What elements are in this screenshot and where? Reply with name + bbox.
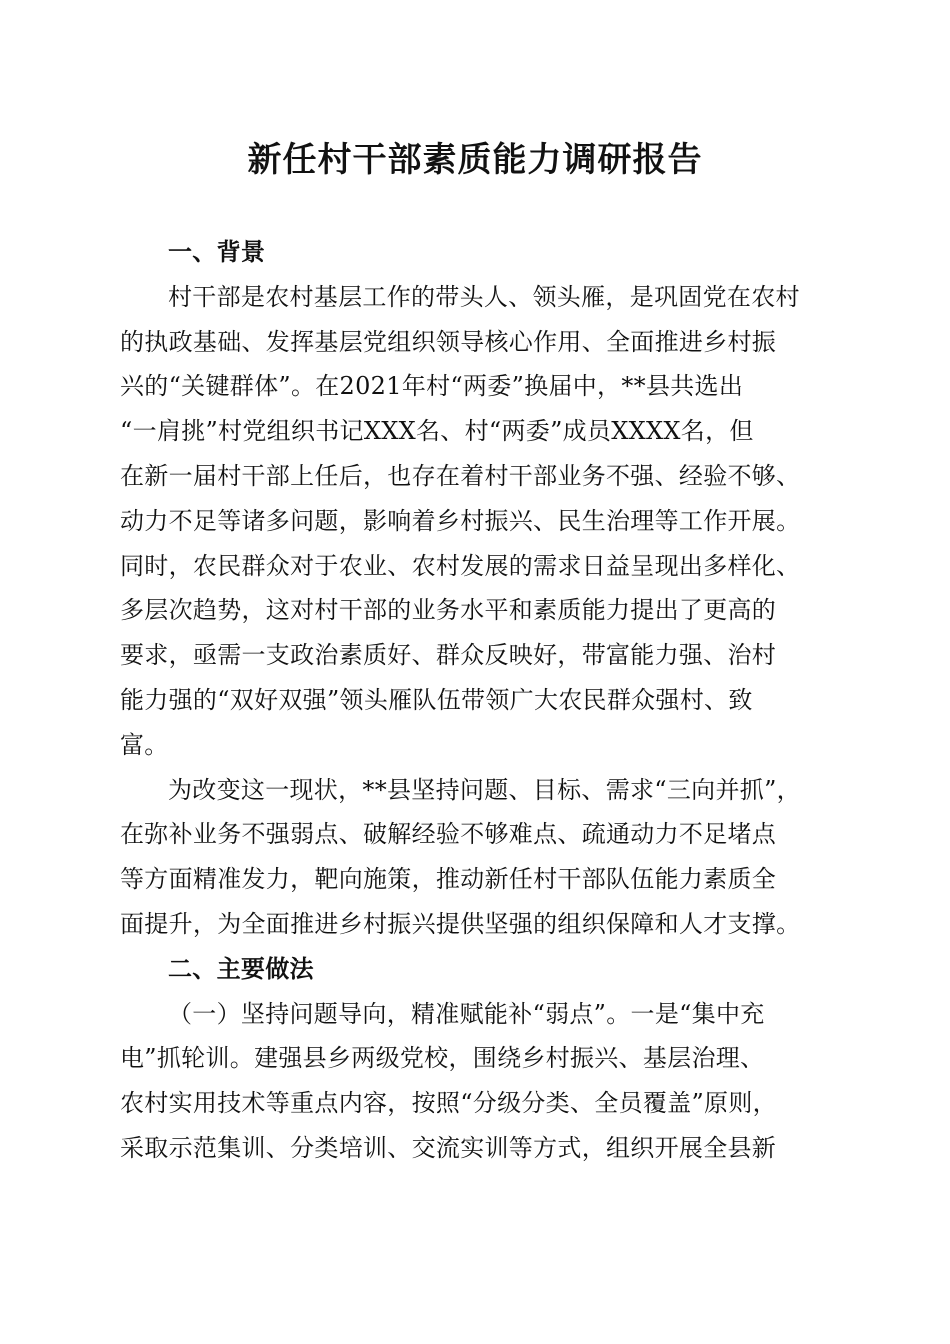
text-line: 等方面精准发力，靶向施策，推动新任村干部队伍能力素质全 [120,865,777,894]
text-line: 同时，农民群众对于农业、农村发展的需求日益呈现出多样化、 [120,551,801,580]
section-heading-main-practices: 二、主要做法 [168,954,314,983]
text-line: 在新一届村干部上任后，也存在着村干部业务不强、经验不够、 [120,461,801,490]
document-title: 新任村干部素质能力调研报告 [247,140,703,180]
text-line: 面提升，为全面推进乡村振兴提供坚强的组织保障和人才支撑。 [120,909,801,938]
text-line: 兴的“关键群体”。在2021年村“两委”换届中，**县共选出 [120,372,744,401]
text-line: 动力不足等诸多问题，影响着乡村振兴、民生治理等工作开展。 [120,506,801,535]
text-line: 农村实用技术等重点内容，按照“分级分类、全员覆盖”原则， [120,1089,777,1118]
paragraph-background-1 [120,275,832,768]
paragraph-practices-1 [120,992,832,1171]
text-line: 电”抓轮训。建强县乡两级党校，围绕乡村振兴、基层治理、 [120,1044,765,1073]
text-line: “一肩挑”村党组织书记XXX名、村“两委”成员XXXX名，但 [120,417,754,446]
text-line: （一）坚持问题导向，精准赋能补“弱点”。一是“集中充 [168,999,765,1028]
text-line: 要求，亟需一支政治素质好、群众反映好，带富能力强、治村 [120,641,777,670]
text-line: 村干部是农村基层工作的带头人、领头雁，是巩固党在农村 [168,282,800,311]
text-line: 多层次趋势，这对村干部的业务水平和素质能力提出了更高的 [120,596,777,625]
text-line: 采取示范集训、分类培训、交流实训等方式，组织开展全县新 [120,1133,777,1162]
text-line: 富。 [120,730,169,759]
text-line: 在弥补业务不强弱点、破解经验不够难点、疏通动力不足堵点 [120,820,777,849]
section-heading-background: 一、背景 [168,238,266,266]
text-line: 能力强的“双好双强”领头雁队伍带领广大农民群众强村、致 [120,685,753,714]
document-body [120,230,832,1171]
text-line: 为改变这一现状，**县坚持问题、目标、需求“三向并抓”， [168,775,801,804]
text-line: 的执政基础、发挥基层党组织领导核心作用、全面推进乡村振 [120,327,777,356]
paragraph-background-2 [120,768,832,947]
